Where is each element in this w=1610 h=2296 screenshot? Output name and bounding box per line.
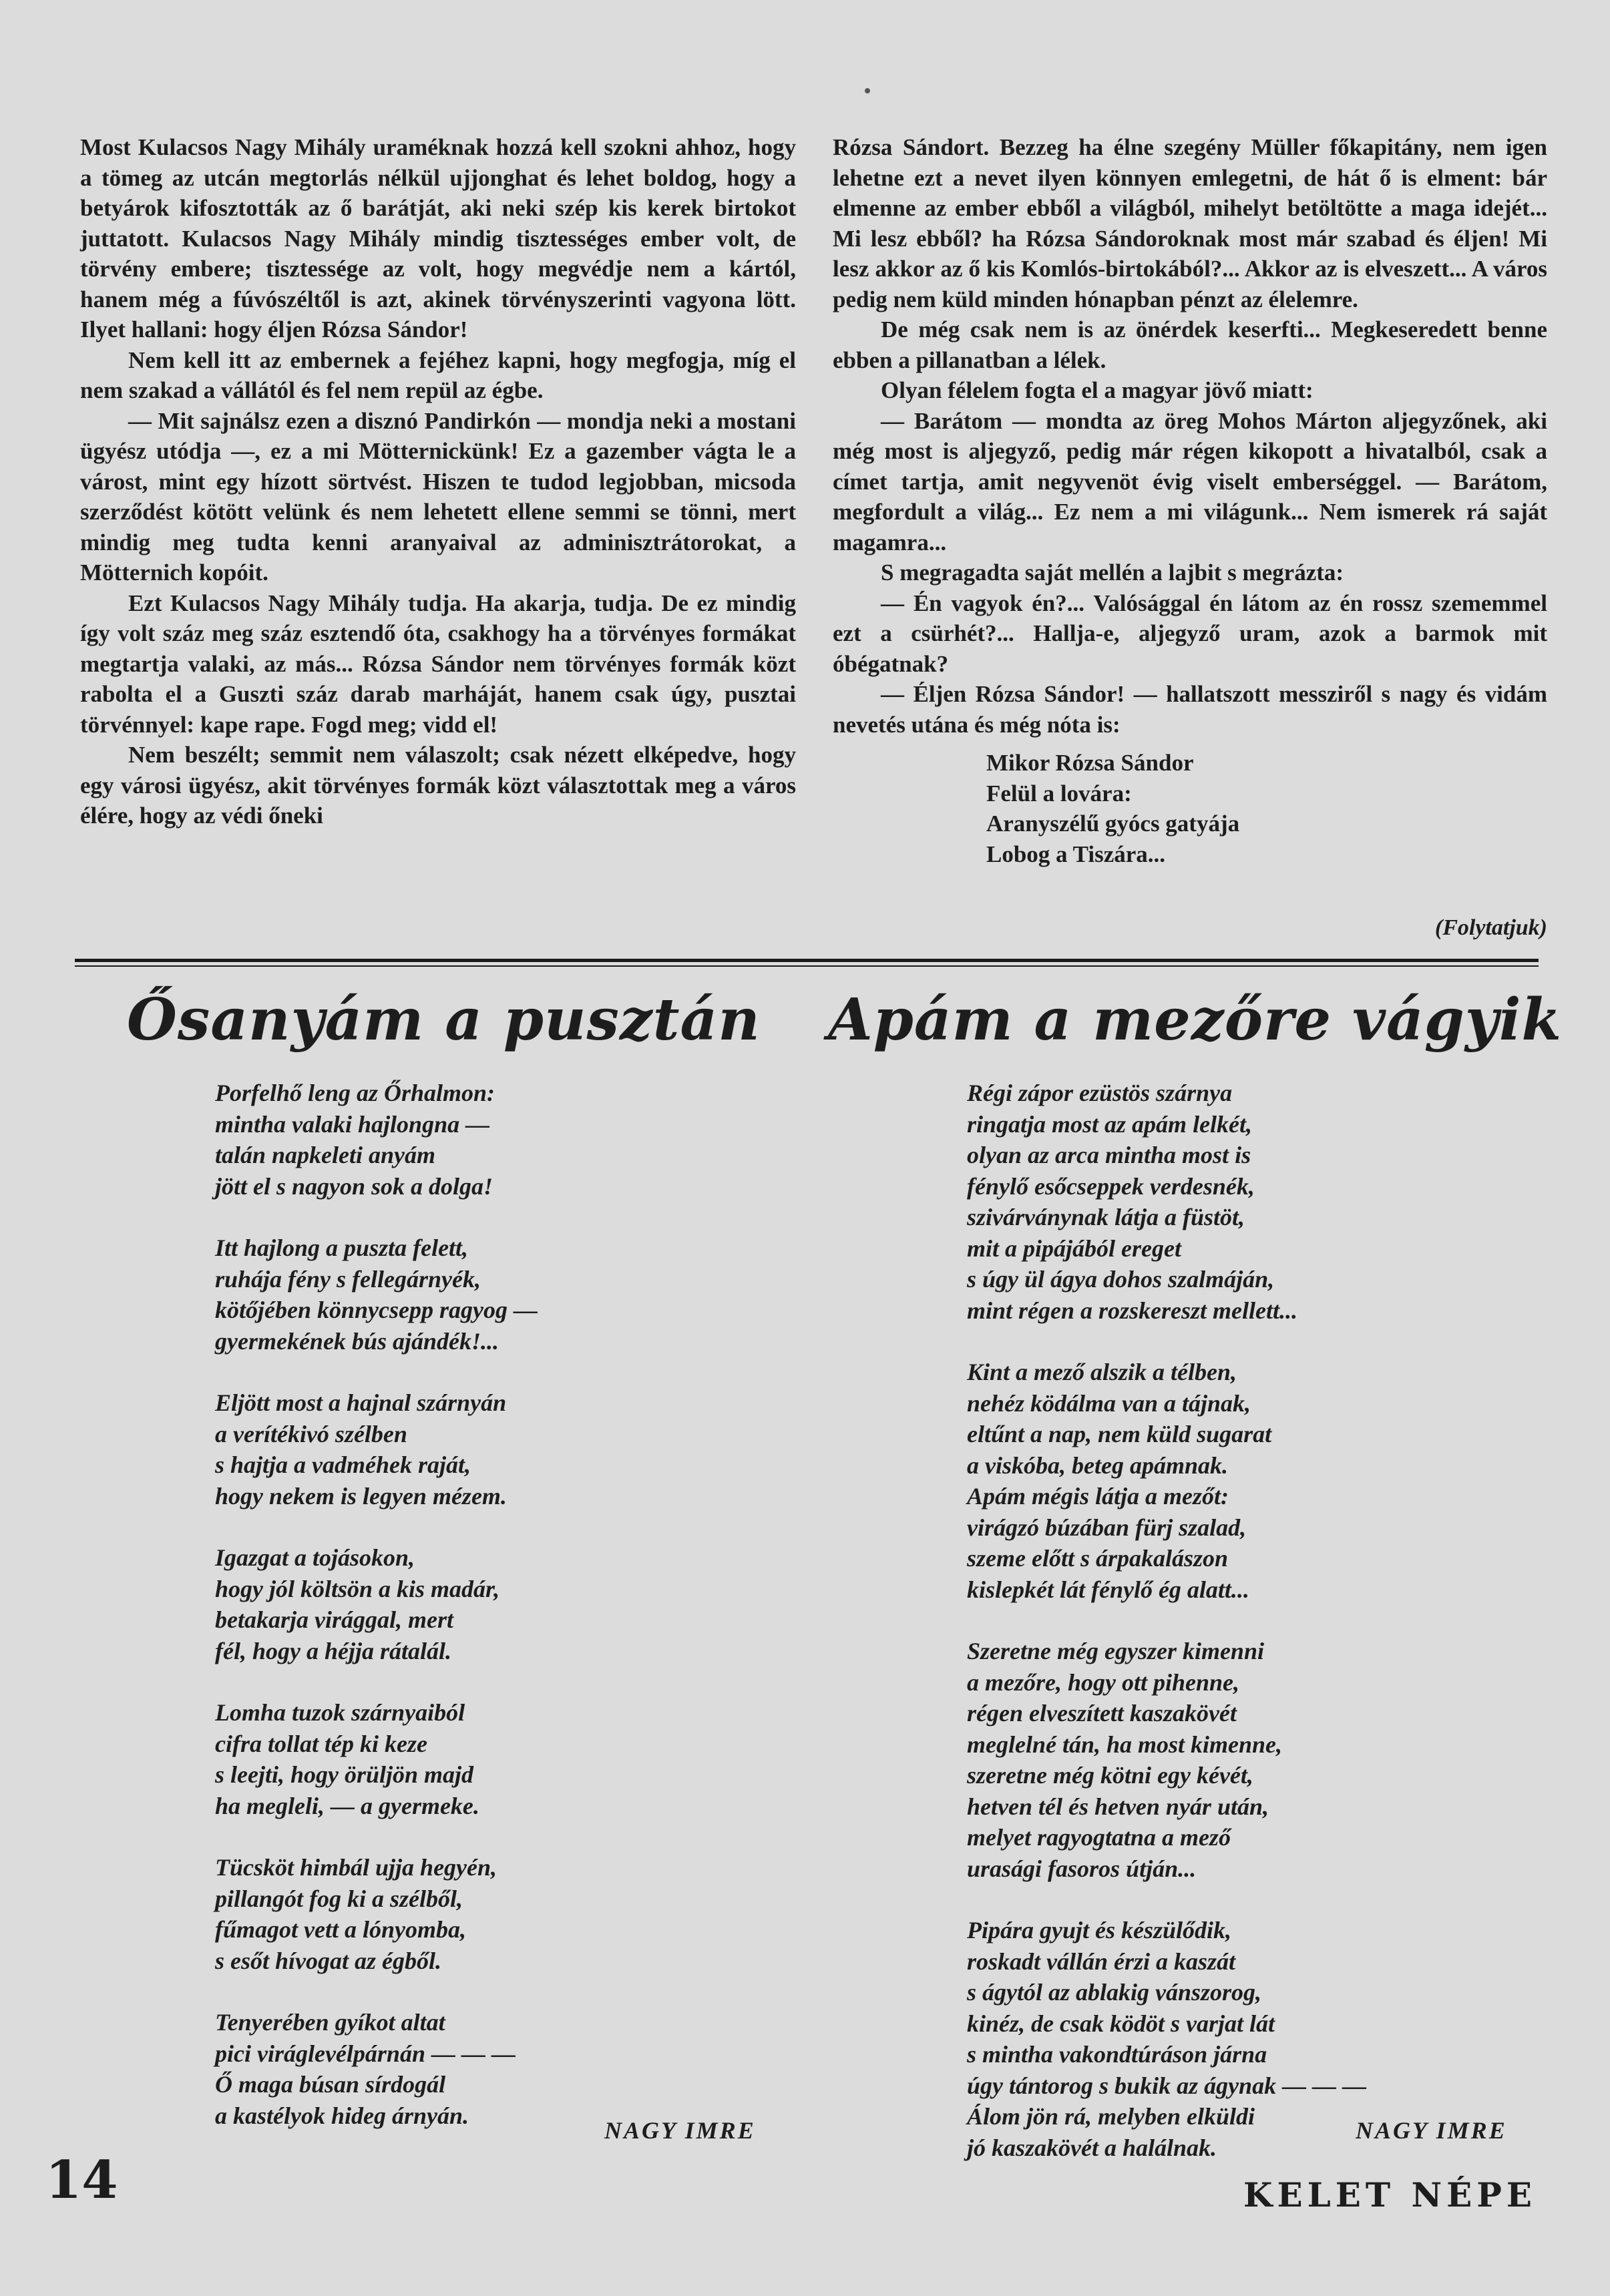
poem-line: mint régen a rozskereszt mellett...: [967, 1297, 1297, 1324]
article-paragraph: — Barátom — mondta az öreg Mohos Márton aljegyzőnek, aki még most is aljegyző, pedig már régen kikopott a hivatalból, csak a címet tartja, amit negyvenöt évig viselt emberséggel. — Barátom, megfordult a világ... Ez nem a mi világunk... Nem ismerek rá saját magamra...: [833, 407, 1547, 555]
poem-line: Igazgat a tojásokon,: [215, 1544, 415, 1571]
poem-line: meglelné tán, ha most kimenne,: [967, 1731, 1283, 1758]
poem-line: Kint a mező alszik a télben,: [967, 1359, 1237, 1385]
article-right-paragraphs: [833, 132, 1547, 740]
article-paragraph: Most Kulacsos Nagy Mihály uraméknak hozzá kell szokni ahhoz, hogy a tömeg az utcán megtorlás nélkül ujjonghat és lehet boldog, hogy a betyárok kifosztották az ő barátját, aki neki szép kis kerek birtokot juttatott. Kulacsos Nagy Mihály mindig tisztességes ember volt, de törvény embere; tisztessége az volt, hogy megvédje nem a kártól, hanem még a fúvószéltől is azt, akinek törvényszerinti vagyona lött. Ilyet hallani: hogy éljen Rózsa Sándor!: [80, 134, 796, 342]
poem-line: szeme előtt s árpakalászon: [967, 1545, 1229, 1572]
poem-line: gyermekének bús ajándék!...: [215, 1327, 499, 1355]
poem-line: fél, hogy a héjja rátalál.: [215, 1637, 451, 1664]
poem-line: a viskóba, beteg apámnak.: [967, 1451, 1228, 1479]
poem-stanza: [215, 1232, 538, 1357]
section-divider: [75, 959, 1539, 962]
poem-line: pici viráglevélpárnán — — —: [215, 2040, 516, 2067]
poem-line: s esőt hívogat az égből.: [215, 1947, 441, 1974]
poem-line: Régi zápor ezüstös szárnya: [967, 1080, 1233, 1106]
poem-line: kislepkét lát fénylő ég alatt...: [967, 1576, 1249, 1603]
song-line: Aranyszélű gyócs gatyája: [986, 811, 1240, 837]
poem-line: Eljött most a hajnal szárnyán: [215, 1389, 507, 1416]
poem-line: cifra tollat tép ki keze: [215, 1730, 427, 1757]
poem-stanza: [215, 1697, 538, 1821]
poem-line: s úgy ül ágya dohos szalmáján,: [967, 1266, 1275, 1293]
poem-line: szeretne még kötni egy kévét,: [967, 1762, 1253, 1789]
continuation-note: (Folytatjuk): [1434, 915, 1547, 940]
poem-line: Porfelhő leng az Őrhalmon:: [215, 1080, 495, 1106]
poem-line: s mintha vakondtúráson járna: [967, 2041, 1267, 2068]
poem-line: s ágytól az ablakig vánszorog,: [967, 1979, 1262, 2006]
poem-line: Álom jön rá, melyben elküldi: [967, 2103, 1255, 2130]
poem-line: jó kaszakövét a halálnak.: [967, 2134, 1217, 2161]
poem-line: úgy tántorog s bukik az ágynak — — —: [967, 2072, 1367, 2099]
poem-line: mintha valaki hajlongna —: [215, 1110, 490, 1138]
folk-song: [986, 748, 1547, 869]
poem-stanza: [967, 1915, 1366, 2163]
poem-stanza: [215, 2007, 538, 2131]
song-line: Mikor Rózsa Sándor: [986, 750, 1194, 776]
article-paragraph: — Mit sajnálsz ezen a disznó Pandirkón — mondja neki a mostani ügyész utódja —, ez a mi Mötternickünk! Ez a gazember vágta le a várost, mint egy hízott sörtvést. Hiszen te tudod legjobban, micsoda szerződést kötött velünk és nem lehetett ellene semmi se tönni, mert mindig meg tudta kenni aranyaival az adminisztrátorokat, a Mötternich kopóit.: [80, 407, 796, 586]
poem-stanza: [215, 1078, 538, 1202]
poem-stanza: [215, 1542, 538, 1666]
poem-line: a verítékivó szélben: [215, 1420, 407, 1447]
poem-line: fénylő esőcseppek verdesnék,: [967, 1172, 1255, 1200]
poem-line: kötőjében könnycsepp ragyog —: [215, 1297, 538, 1323]
poem-right-title: Apám a mezőre vágyik: [828, 986, 1563, 1054]
article-paragraph: — Éljen Rózsa Sándor! — hallatszott messziről s nagy és vidám nevetés utána és még nóta is:: [833, 681, 1547, 738]
poem-right-body: [967, 1078, 1366, 2194]
poem-line: a mezőre, hogy ott pihenne,: [967, 1668, 1240, 1696]
poem-line: s leejti, hogy örüljön majd: [215, 1761, 474, 1788]
poem-line: ha megleli, — a gyermeke.: [215, 1792, 479, 1819]
poem-line: Ő maga búsan sírdogál: [215, 2071, 446, 2098]
poem-line: hogy nekem is legyen mézem.: [215, 1482, 507, 1510]
song-line: Felül a lovára:: [986, 780, 1132, 807]
poem-line: hogy jól költsön a kis madár,: [215, 1575, 500, 1602]
poem-line: betakarja virággal, mert: [215, 1606, 453, 1633]
poem-line: talán napkeleti anyám: [215, 1142, 436, 1168]
poem-line: urasági fasoros útján...: [967, 1855, 1197, 1882]
poem-line: Pipára gyujt és készülődik,: [967, 1917, 1232, 1943]
poem-line: s hajtja a vadméhek raját,: [215, 1451, 471, 1478]
ink-speck: [865, 88, 870, 93]
poem-line: melyet ragyogtatna a mező: [967, 1824, 1231, 1851]
poem-line: Tücsköt himbál ujja hegyén,: [215, 1854, 497, 1881]
poem-left-author: NAGY IMRE: [604, 2117, 756, 2144]
article-right-column: [833, 132, 1547, 943]
article-paragraph: Nem beszélt; semmit nem válaszolt; csak nézett elképedve, hogy egy városi ügyész, akit törvényes formák közt választottak meg a város élére, hogy az védi őneki: [80, 742, 796, 829]
poem-line: Tenyerében gyíkot altat: [215, 2009, 445, 2036]
poem-line: hetven tél és hetven nyár után,: [967, 1793, 1269, 1820]
article-paragraph: Ezt Kulacsos Nagy Mihály tudja. Ha akarja, tudja. De ez mindig így volt száz meg száz esztendő óta, csakhogy ha a törvényes formákat megtartja valaki, az más... Rózsa Sándor nem törvényes formák közt rabolta el a Guszti száz darab marháját, hanem csak úgy, pusztai törvénnyel: kape rape. Fogd meg; vidd el!: [80, 590, 796, 738]
poem-line: régen elveszített kaszakövét: [967, 1700, 1237, 1727]
masthead: KELET NÉPE: [1243, 2175, 1537, 2215]
article-paragraph: Nem kell itt az embernek a fejéhez kapni, hogy megfogja, míg el nem szakad a vállától és fel nem repül az égbe.: [80, 347, 796, 403]
song-line: Lobog a Tiszára...: [986, 841, 1166, 867]
poem-stanza: [967, 1078, 1366, 1326]
poem-line: szivárványnak látja a füstöt,: [967, 1204, 1245, 1230]
poem-line: virágzó búzában fürj szalad,: [967, 1514, 1247, 1541]
poem-line: roskadt vállán érzi a kaszát: [967, 1947, 1236, 1975]
poem-line: Itt hajlong a puszta felett,: [215, 1234, 469, 1261]
poem-line: nehéz ködálma van a tájnak,: [967, 1389, 1251, 1417]
article-paragraph: Rózsa Sándort. Bezzeg ha élne szegény Müller főkapitány, nem igen lehetne ezt a nevet ilyen könnyen emlegetni, de hát ő is elment: bár elmenne az ember ebből a világból, mihelyt betöltötte a maga idejét... Mi lesz ebből? ha Rózsa Sándoroknak most már szabad és éljen! Mi lesz akkor az ő kis Komlós-birtokából?... Akkor az is elveszett... A város pedig nem küld minden hónapban pénzt az élelemre.: [833, 134, 1547, 312]
article-paragraph: S megragadta saját mellén a lajbit s megrázta:: [881, 559, 1344, 586]
poem-line: olyan az arca mintha most is: [967, 1142, 1251, 1168]
poem-line: ringatja most az apám lelkét,: [967, 1110, 1253, 1138]
poem-line: ruhája fény s fellegárnyék,: [215, 1265, 481, 1293]
poem-line: pillangót fog ki a szélből,: [215, 1885, 463, 1912]
page-number: 14: [45, 2150, 118, 2211]
poem-line: a kastélyok hideg árnyán.: [215, 2102, 469, 2129]
poem-right-author: NAGY IMRE: [1356, 2117, 1507, 2144]
poem-stanza: [967, 1357, 1366, 1605]
poem-stanza: [215, 1852, 538, 1976]
poem-line: mit a pipájából ereget: [967, 1234, 1181, 1262]
poem-line: eltűnt a nap, nem küld sugarat: [967, 1421, 1272, 1447]
poem-left-body: [215, 1078, 538, 2162]
poem-line: fűmagot vett a lónyomba,: [215, 1916, 466, 1943]
poem-line: Lomha tuzok szárnyaiból: [215, 1699, 465, 1726]
article-paragraph: Olyan félelem fogta el a magyar jövő miatt:: [881, 377, 1314, 403]
article-paragraph: — Én vagyok én?... Valósággal én látom az én rossz szememmel ezt a csürhét?... Hallja-e, aljegyző uram, azok a barmok mit óbégatnak?: [833, 590, 1547, 677]
section-divider-thin: [75, 965, 1539, 967]
poem-line: Szeretne még egyszer kimenni: [967, 1638, 1264, 1664]
poem-stanza: [967, 1636, 1366, 1884]
poem-line: jött el s nagyon sok a dolga!: [215, 1172, 493, 1200]
poem-left-title: Ősanyám a pusztán: [127, 986, 761, 1054]
poem-stanza: [215, 1387, 538, 1512]
poem-line: Apám mégis látja a mezőt:: [967, 1483, 1229, 1510]
poem-line: kinéz, de csak ködöt s varjat lát: [967, 2010, 1275, 2037]
article-left-column: [80, 132, 796, 831]
article-paragraph: De még csak nem is az önérdek keserfti... Megkeseredett benne ebben a pillanatban a lélek.: [833, 316, 1547, 373]
